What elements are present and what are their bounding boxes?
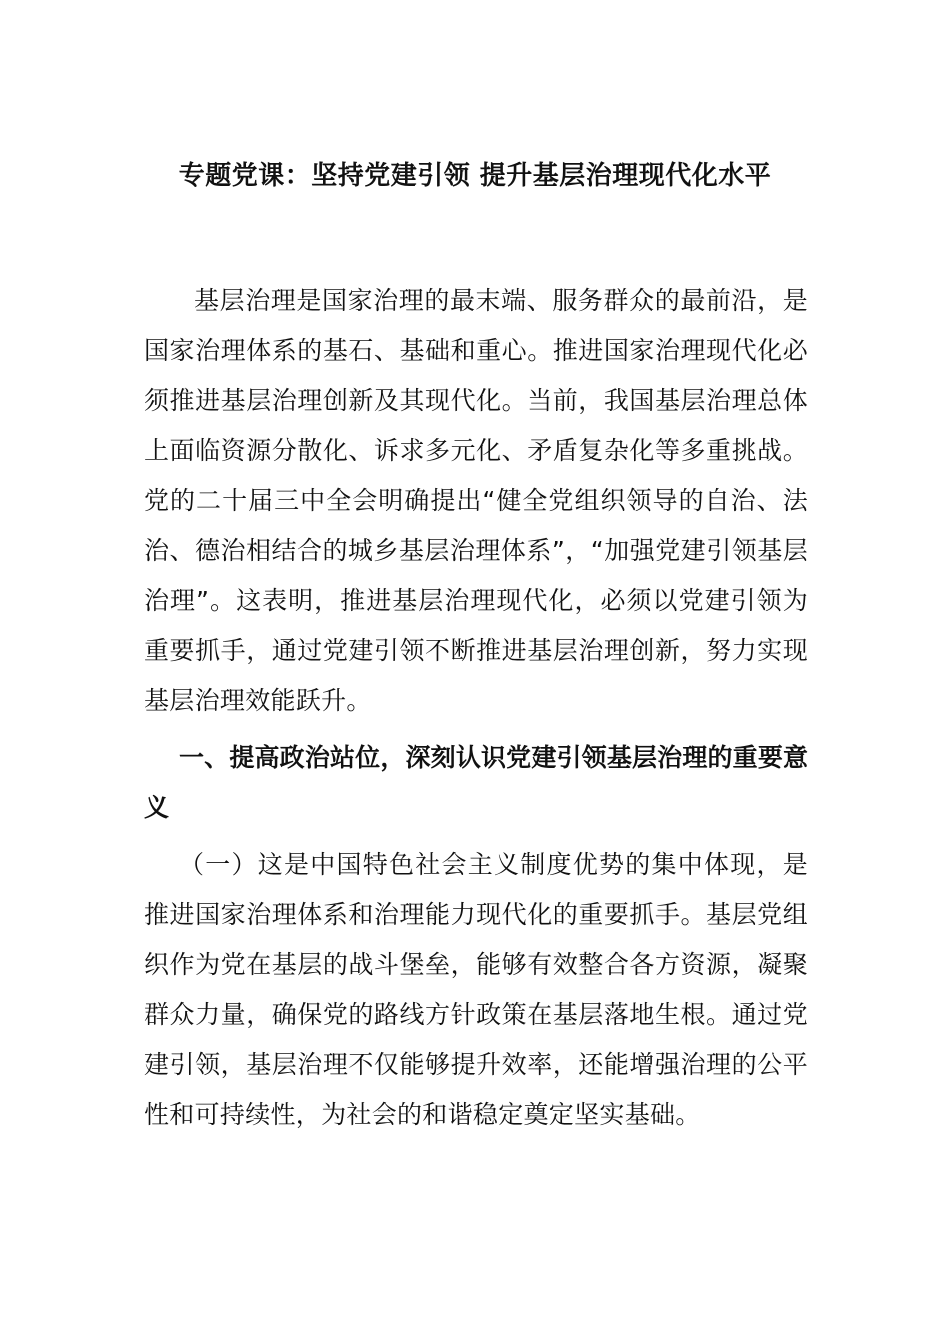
section-heading: 一、提高政治站位，深刻认识党建引领基层治理的重要意义 [144,743,808,822]
intro-paragraph: 基层治理是国家治理的最末端、服务群众的最前沿，是国家治理体系的基石、基础和重心。推进国家治理现代化必须推进基层治理创新及其现代化。当前，我国基层治理总体上面临资源分散化、诉求多元化、矛盾复杂化等多重挑战。党的二十届三中全会明确提出“健全党组织领导的自治、法治、德治相结合的城乡基层治理体系”，“加强党建引领基层治理”。这表明，推进基层治理现代化，必须以党建引领为重要抓手，通过党建引领不断推进基层治理创新，努力实现基层治理效能跃升。 [144,286,808,715]
document-title: 专题党课：坚持党建引领 提升基层治理现代化水平 [178,161,772,191]
document-body [144,276,808,1140]
subsection-paragraph: （一）这是中国特色社会主义制度优势的集中体现，是推进国家治理体系和治理能力现代化的重要抓手。基层党组织作为党在基层的战斗堡垒，能够有效整合各方资源，凝聚群众力量，确保党的路线方针政策在基层落地生根。通过党建引领，基层治理不仅能够提升效率，还能增强治理的公平性和可持续性，为社会的和谐稳定奠定坚实基础。 [144,850,808,1129]
